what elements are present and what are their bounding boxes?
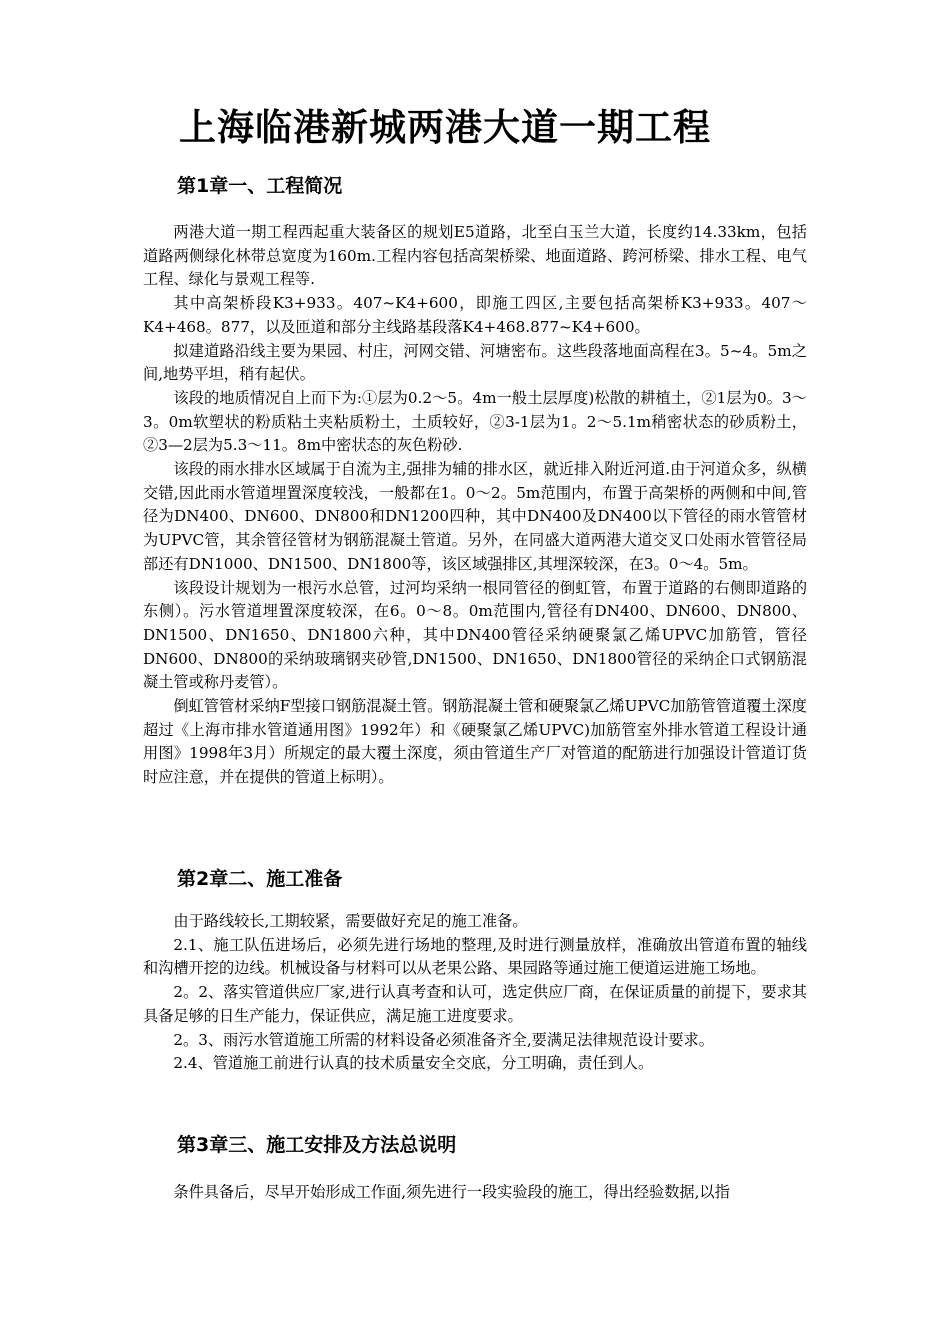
chapter-3-body [143, 1181, 807, 1205]
paragraph: 倒虹管管材采纳F型接口钢筋混凝土管。钢筋混凝土管和硬聚氯乙烯UPVC加筋管管道覆土深度超过《上海市排水管道通用图》1992年）和《硬聚氯乙烯UPVC)加筋管室外排水管道工程设计通用图》1998年3月）所规定的最大覆土深度，须由管道生产厂对管道的配筋进行加强设计管道订货时应注意，并在提供的管道上标明）。 [143, 697, 807, 787]
paragraph: 2。3、雨污水管道施工所需的材料设备必须准备齐全,要满足法律规范设计要求。 [173, 1030, 714, 1049]
chapter-3-heading: 第3章三、施工安排及方法总说明 [177, 1134, 457, 1156]
paragraph: 2。2、落实管道供应厂家,进行认真考查和认可，选定供应厂商，在保证质量的前提下，要求其具备足够的日生产能力，保证供应，满足施工进度要求。 [143, 983, 807, 1025]
paragraph: 2.4、管道施工前进行认真的技术质量安全交底，分工明确，责任到人。 [173, 1054, 654, 1073]
chapter-1-heading: 第1章一、工程简况 [177, 175, 343, 197]
paragraph: 两港大道一期工程西起重大装备区的规划E5道路，北至白玉兰大道，长度约14.33km，包括道路两侧绿化林带总宽度为160m.工程内容包括高架桥梁、地面道路、跨河桥梁、排水工程、电气工程、绿化与景观工程等. [143, 223, 807, 289]
paragraph: 该段的雨水排水区域属于自流为主,强排为辅的排水区，就近排入附近河道.由于河道众多，纵横交错,因此雨水管道埋置深度较浅，一般都在1。0～2。5m范围内，布置于高架桥的两侧和中间,管径为DN400、DN600、DN800和DN1200四种，其中DN400及DN400以下管径的雨水管管材为UPVC管，其余管径管材为钢筋混凝土管道。另外，在同盛大道两港大道交叉口处雨水管管径局部还有DN1000、DN1500、DN1800等，该区域强排区,其埋深较深，在3。0～4。5m。 [143, 460, 807, 573]
chapter-2-body [143, 910, 807, 1076]
paragraph: 该段设计规划为一根污水总管，过河均采纳一根同管径的倒虹管，布置于道路的右侧即道路的东侧）。污水管道埋置深度较深，在6。0～8。0m范围内,管径有DN400、DN600、DN800、DN1500、DN1650、DN1800六种，其中DN400管径采纳硬聚氯乙烯UPVC加筋管，管径DN600、DN800的采纳玻璃钢夹砂管,DN1500、DN1650、DN1800管径的采纳企口式钢筋混凝土管或称丹麦管）。 [143, 578, 807, 692]
paragraph: 拟建道路沿线主要为果园、村庄，河网交错、河塘密布。这些段落地面高程在3。5~4。5m之间,地势平坦，稍有起伏。 [143, 341, 807, 384]
paragraph: 该段的地质情况自上而下为:①层为0.2～5。4m一般土层厚度)松散的耕植土，②1层为0。3～3。0m软塑状的粉质粘土夹粘质粉土，土质较好，②3-1层为1。2～5.1m稍密状态的砂质粉土，②3—2层为5.3～11。8m中密状态的灰色粉砂. [143, 388, 807, 455]
paragraph: 条件具备后，尽早开始形成工作面,须先进行一段实验段的施工，得出经验数据,以指 [173, 1183, 730, 1201]
chapter-1-body [143, 221, 807, 790]
paragraph: 2.1、施工队伍进场后，必须先进行场地的整理,及时进行测量放样，准确放出管道布置的轴线和沟槽开挖的边线。机械设备与材料可以从老果公路、果园路等通过施工便道运进施工场地。 [143, 935, 807, 978]
chapter-2-heading: 第2章二、施工准备 [177, 868, 343, 890]
paragraph: 其中高架桥段K3+933。407~K4+600，即施工四区,主要包括高架桥K3+933。407～K4+468。877，以及匝道和部分主线路基段落K4+468.877~K4+600。 [143, 294, 807, 336]
document-title: 上海临港新城两港大道一期工程 [179, 106, 711, 149]
paragraph: 由于路线较长,工期较紧，需要做好充足的施工准备。 [173, 912, 528, 930]
